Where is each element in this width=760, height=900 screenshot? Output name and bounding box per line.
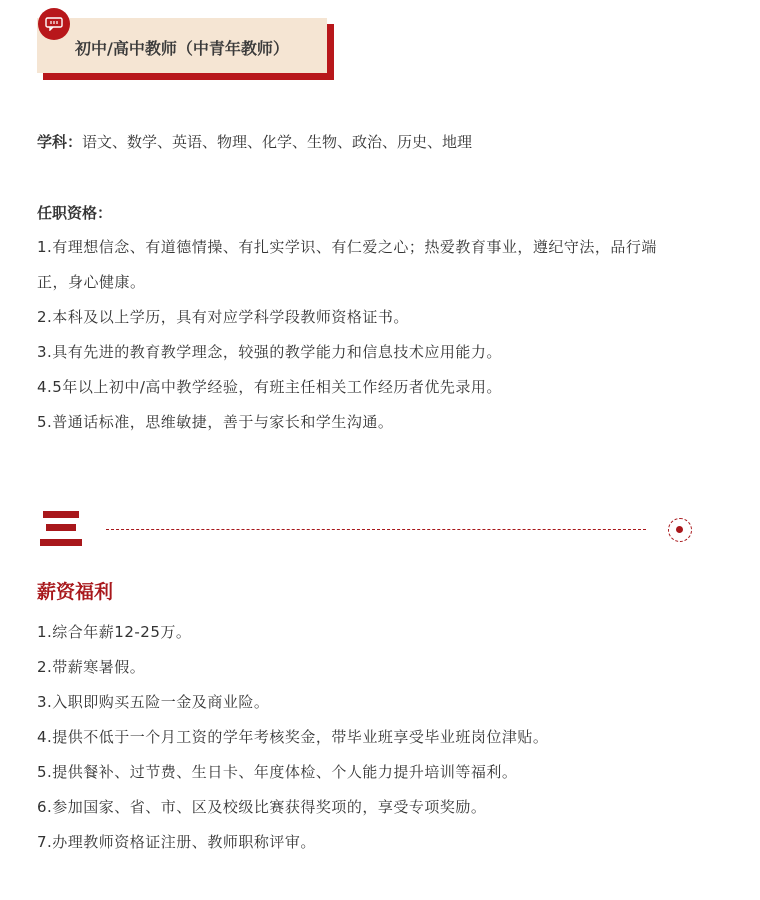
list-item: 3.具有先进的教育教学理念，较强的教学能力和信息技术应用能力。 [37, 343, 502, 361]
list-item: 2.带薪寒暑假。 [37, 658, 146, 676]
title-card-label: 初中/高中教师（中青年教师） [75, 39, 289, 58]
title-card [37, 18, 334, 80]
subject-line [37, 131, 727, 153]
chat-bubble-icon [38, 8, 70, 40]
list-item: 2.本科及以上学历，具有对应学科学段教师资格证书。 [37, 308, 409, 326]
title-card-panel [37, 18, 327, 73]
list-item: 4.提供不低于一个月工资的学年考核奖金，带毕业班享受毕业班岗位津贴。 [37, 728, 549, 746]
section-divider-line [106, 529, 646, 530]
requirements-list [37, 230, 727, 440]
list-item: 5.普通话标准，思维敏捷，善于与家长和学生沟通。 [37, 413, 394, 431]
subject-label: 学科： [37, 133, 83, 151]
list-item: 7.办理教师资格证注册、教师职称评审。 [37, 833, 316, 851]
benefits-heading: 薪资福利 [37, 581, 114, 603]
list-item: 1.综合年薪12-25万。 [37, 623, 192, 641]
requirements-heading: 任职资格： [37, 204, 113, 222]
list-item: 正，身心健康。 [37, 273, 146, 291]
list-item: 5.提供餐补、过节费、生日卡、年度体检、个人能力提升培训等福利。 [37, 763, 518, 781]
subject-value: 语文、数学、英语、物理、化学、生物、政治、历史、地理 [82, 133, 473, 151]
section-three-icon [40, 511, 82, 547]
list-item: 6.参加国家、省、市、区及校级比赛获得奖项的，享受专项奖励。 [37, 798, 487, 816]
list-item: 1.有理想信念、有道德情操、有扎实学识、有仁爱之心；热爱教育事业，遵纪守法，品行端 [37, 238, 657, 256]
list-item: 4.5年以上初中/高中教学经验，有班主任相关工作经历者优先录用。 [37, 378, 502, 396]
list-item: 3.入职即购买五险一金及商业险。 [37, 693, 270, 711]
divider-dot-icon [676, 526, 683, 533]
benefits-list [37, 615, 727, 860]
